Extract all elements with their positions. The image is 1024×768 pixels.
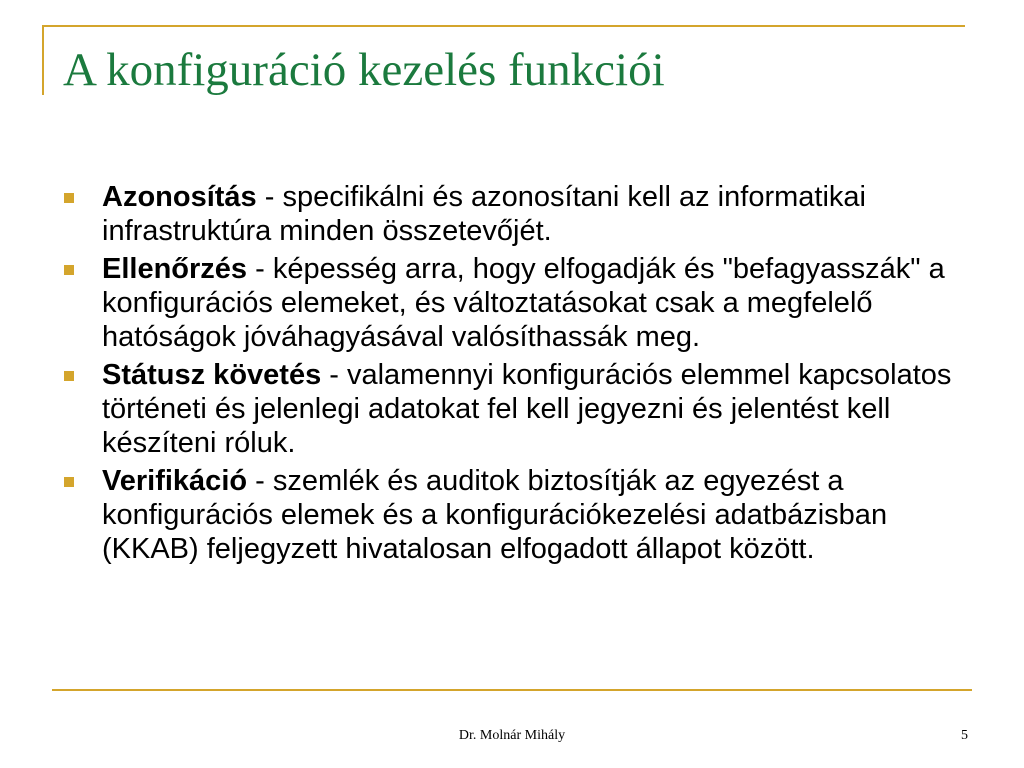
bullet-list [62, 180, 962, 570]
bullet-item-verifikacio [62, 464, 962, 566]
slide-title: A konfiguráció kezelés funkciói [63, 44, 665, 96]
bullet-term: Státusz követés [102, 359, 322, 391]
bullet-item-ellenorzes [62, 252, 962, 354]
bullet-text: - valamennyi konfigurációs elemmel kapcsolatos történeti és jelenlegi adatokat fel kell jegyezni és jelentést kell készíteni róluk. [102, 359, 952, 459]
square-bullet-icon [64, 265, 74, 275]
bullet-text: - szemlék és auditok biztosítják az egyezést a konfigurációs elemek és a konfigurációkezelési adatbázisban (KKAB) feljegyzett hivatalosan elfogadott állapot között. [102, 465, 888, 565]
bullet-term: Ellenőrzés [102, 253, 248, 285]
bullet-text: - képesség arra, hogy elfogadják és "befagyasszák" a konfigurációs elemeket, és változtatásokat csak a megfelelő hatóságok jóváhagyásával valósíthassák meg. [102, 253, 945, 353]
square-bullet-icon [64, 477, 74, 487]
footer-divider [52, 689, 972, 691]
title-frame-left-line [42, 25, 44, 95]
title-frame-top-line [42, 25, 965, 27]
page-number: 5 [961, 728, 968, 743]
bullet-item-statusz-kovetes [62, 358, 962, 460]
bullet-term: Verifikáció [102, 465, 248, 497]
square-bullet-icon [64, 193, 74, 203]
bullet-text: - specifikálni és azonosítani kell az informatikai infrastruktúra minden összetevőjét. [102, 181, 866, 247]
bullet-item-azonositas [62, 180, 962, 248]
square-bullet-icon [64, 371, 74, 381]
bullet-term: Azonosítás [102, 181, 257, 213]
footer-author: Dr. Molnár Mihály [458, 728, 566, 743]
